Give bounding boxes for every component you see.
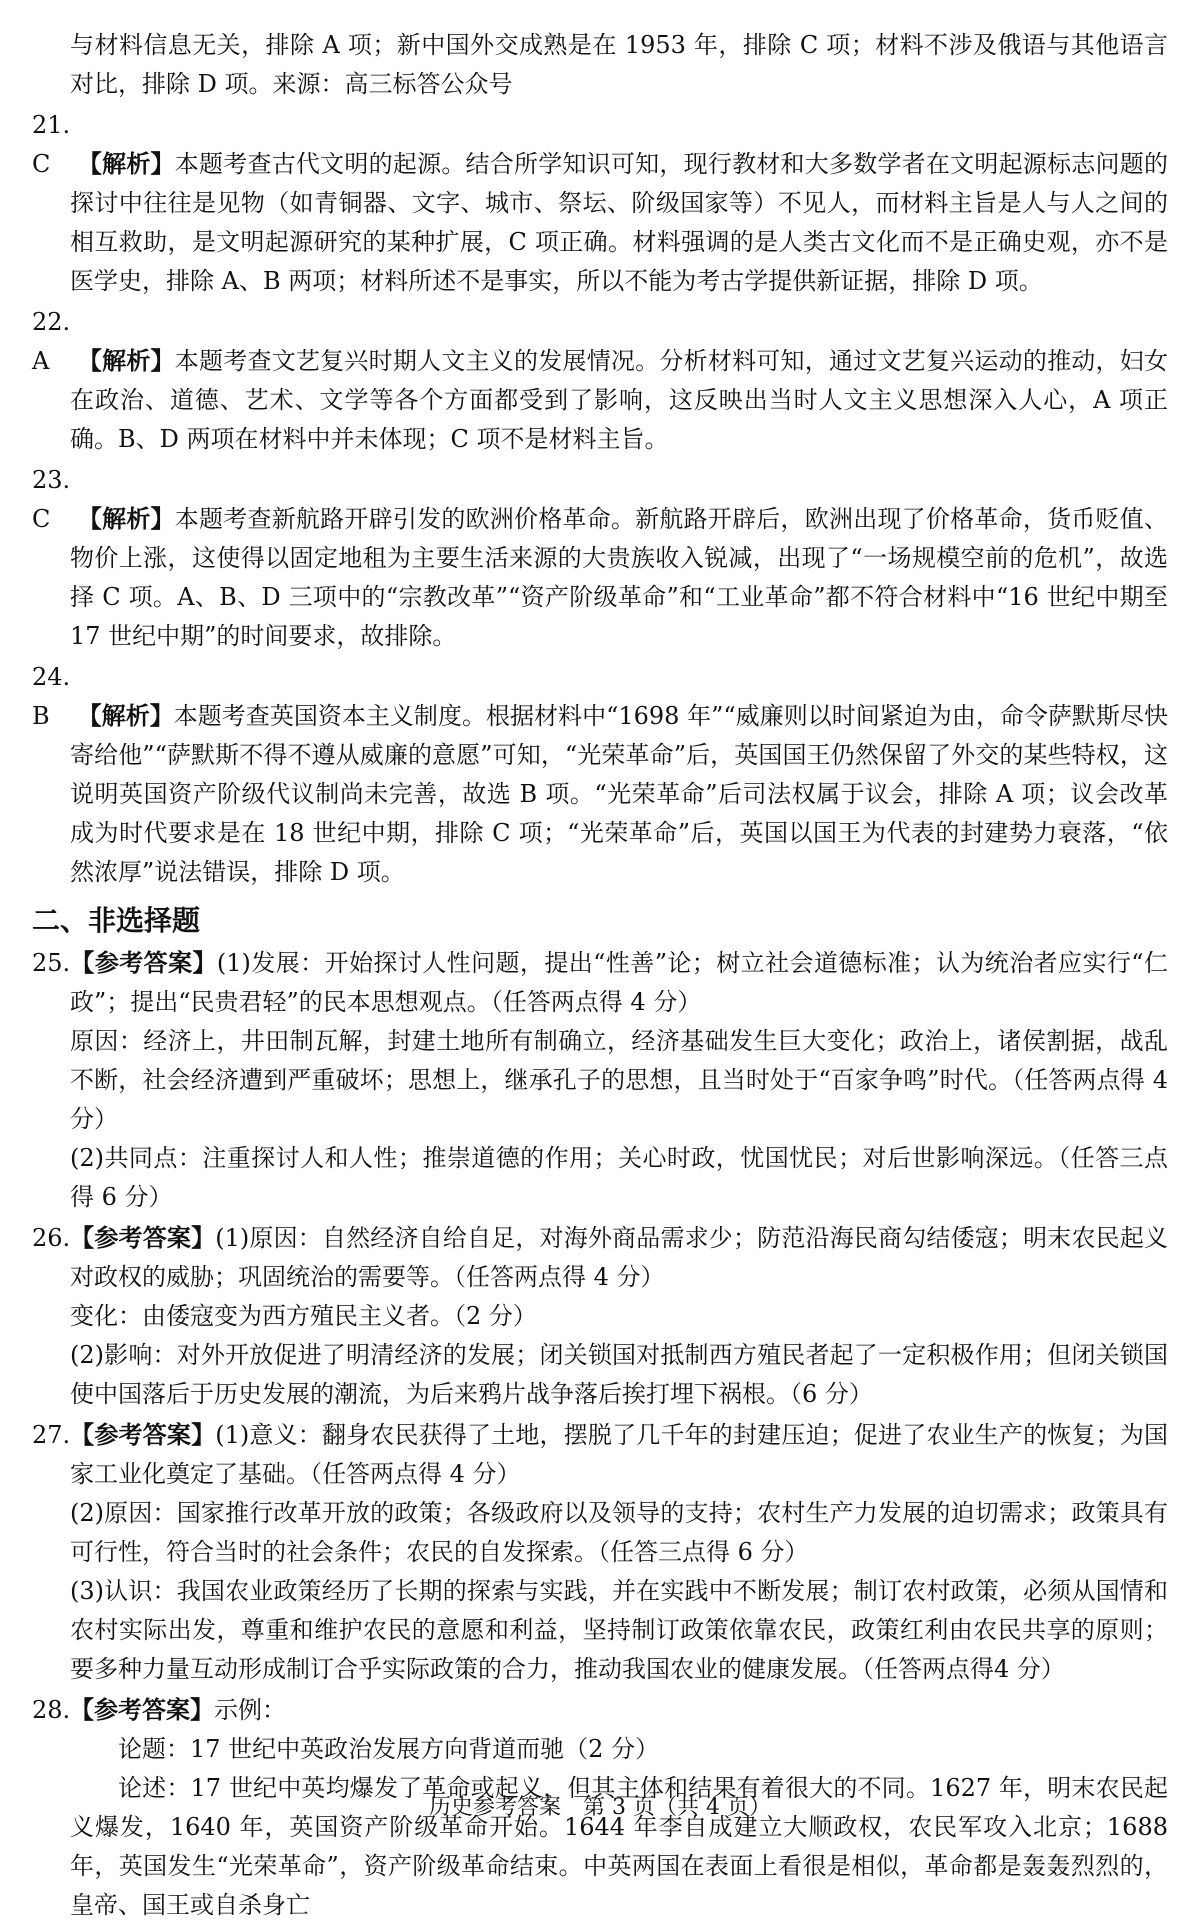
- answer-28-argument: 论述：17 世纪中英均爆发了革命或起义，但其主体和结果有着很大的不同。1627 年，明末农民起义爆发，1640 年，英国资产阶级革命开始。1644 年李自成建立大顺政权，农民军攻入北京；1688 年，英国发生“光荣革命”，资产阶级革命结束。中英两国在表面上看很是相似，革命都是轰轰烈烈的，皇帝、国王或自杀身亡: [70, 1774, 1168, 1919]
- answer-22-text: 本题考查文艺复兴时期人文主义的发展情况。分析材料可知，通过文艺复兴运动的推动，妇女在政治、道德、艺术、文学等各个方面都受到了影响，这反映出当时人文主义思想深入人心，A 项正确。B、D 两项在材料中并未体现；C 项不是材料主旨。: [70, 347, 1168, 453]
- intro-text: 与材料信息无关，排除 A 项；新中国外交成熟是在 1953 年，排除 C 项；材料不涉及俄语与其他语言对比，排除 D 项。: [70, 31, 1168, 98]
- answer-25-p3: (2)共同点：注重探讨人和人性；推崇道德的作用；关心时政，忧国忧民；对后世影响深远。（任答三点得 6 分）: [70, 1144, 1168, 1211]
- answer-26-number: 26.: [32, 1224, 71, 1252]
- answer-27-tag: 【参考答案】: [70, 1421, 216, 1449]
- answer-22-tag: 【解析】: [77, 347, 175, 375]
- answer-26-p3: (2)影响：对外开放促进了明清经济的发展；闭关锁国对抵制西方殖民者起了一定积极作用；但闭关锁国使中国落后于历史发展的潮流，为后来鸦片战争落后挨打埋下祸根。（6 分）: [70, 1341, 1168, 1408]
- answer-27-p1: [32, 1416, 1168, 1494]
- page-footer: 历史参考答案 第 3 页（共 4 页）: [429, 1795, 771, 1820]
- answer-24-number: 24. B: [32, 663, 71, 730]
- answer-21-tag: 【解析】: [77, 150, 175, 178]
- answer-23-number: 23. C: [32, 466, 71, 533]
- answer-22: [32, 303, 1168, 459]
- answer-21-text: 本题考查古代文明的起源。结合所学知识可知，现行教材和大多数学者在文明起源标志问题的探讨中往往是见物（如青铜器、文字、城市、祭坛、阶级国家等）不见人，而材料主旨是人与人之间的相互救助，是文明起源研究的某种扩展，C 项正确。材料强调的是人类古文化而不是正确史观，亦不是医学史，排除 A、B 两项；材料所述不是事实，所以不能为考古学提供新证据，排除 D 项。: [70, 150, 1168, 295]
- section-title: 二、非选择题: [32, 904, 201, 937]
- answer-28-number: 28.: [32, 1696, 71, 1724]
- answer-26-tag: 【参考答案】: [70, 1224, 216, 1252]
- answer-25-number: 25.: [32, 949, 71, 977]
- answer-25-tag: 【参考答案】: [70, 949, 217, 977]
- answer-21-number: 21. C: [32, 111, 71, 178]
- answer-26-part1: (1)原因：自然经济自给自足，对海外商品需求少；防范沿海民商勾结倭寇；明末农民起义对政权的威胁；巩固统治的需要等。（任答两点得 4 分）: [70, 1224, 1168, 1291]
- answer-23: [32, 461, 1168, 656]
- answer-26-p2: 变化：由倭寇变为西方殖民主义者。（2 分）: [70, 1302, 537, 1330]
- answer-28-tag: 【参考答案】: [70, 1696, 214, 1724]
- answer-27-p2: (2)原因：国家推行改革开放的政策；各级政府以及领导的支持；农村生产力发展的迫切需求；政策具有可行性，符合当时的社会条件；农民的自发探索。（任答三点得 6 分）: [70, 1499, 1168, 1566]
- answer-23-tag: 【解析】: [77, 505, 175, 533]
- answer-28-lead: 示例：: [214, 1696, 286, 1724]
- answer-21: [32, 106, 1168, 301]
- answer-26-p1: [32, 1219, 1168, 1297]
- answer-27-part1: (1)意义：翻身农民获得了土地，摆脱了几千年的封建压迫；促进了农业生产的恢复；为国家工业化奠定了基础。（任答两点得 4 分）: [70, 1421, 1168, 1488]
- answer-28-header: [32, 1691, 1168, 1730]
- source-note: 来源：高三标答公众号: [272, 70, 513, 98]
- answer-23-text: 本题考查新航路开辟引发的欧洲价格革命。新航路开辟后，欧洲出现了价格革命，货币贬值、物价上涨，这使得以固定地租为主要生活来源的大贵族收入锐减，出现了“一场规模空前的危机”，故选择 C 项。A、B、D 三项中的“宗教改革”“资产阶级革命”和“工业革命”都不符合材料中“16 世纪中期至 17 世纪中期”的时间要求，故排除。: [70, 505, 1168, 650]
- answer-25-part1: (1)发展：开始探讨人性问题，提出“性善”论；树立社会道德标准；认为统治者应实行“仁政”；提出“民贵君轻”的民本思想观点。（任答两点得 4 分）: [70, 949, 1168, 1016]
- answer-25-p2: 原因：经济上，井田制瓦解，封建土地所有制确立，经济基础发生巨大变化；政治上，诸侯割据，战乱不断，社会经济遭到严重破坏；思想上，继承孔子的思想，且当时处于“百家争鸣”时代。（任答两点得 4 分）: [70, 1027, 1168, 1133]
- answer-28-thesis: 论题：17 世纪中英政治发展方向背道而驰（2 分）: [118, 1735, 660, 1763]
- answer-24-text: 本题考查英国资本主义制度。根据材料中“1698 年”“威廉则以时间紧迫为由，命令萨默斯尽快寄给他”“萨默斯不得不遵从威廉的意愿”可知，“光荣革命”后，英国国王仍然保留了外交的某些特权，这说明英国资产阶级代议制尚未完善，故选 B 项。“光荣革命”后司法权属于议会，排除 A 项；议会改革成为时代要求是在 18 世纪中期，排除 C 项；“光荣革命”后，英国以国王为代表的封建势力衰落，“依然浓厚”说法错误，排除 D 项。: [70, 702, 1168, 886]
- answer-25-p1: [32, 944, 1168, 1022]
- intro-paragraph: [32, 26, 1168, 104]
- answer-27-number: 27.: [32, 1421, 71, 1449]
- answer-24: [32, 658, 1168, 892]
- answer-22-number: 22. A: [32, 308, 71, 375]
- answer-27-p3: (3)认识：我国农业政策经历了长期的探索与实践，并在实践中不断发展；制订农村政策，必须从国情和农村实际出发，尊重和维护农民的意愿和利益，坚持制订政策依靠农民，政策红利由农民共享的原则；要多种力量互动形成制订合乎实际政策的合力，推动我国农业的健康发展。（任答两点得4 分）: [70, 1577, 1168, 1683]
- answer-24-tag: 【解析】: [77, 702, 174, 730]
